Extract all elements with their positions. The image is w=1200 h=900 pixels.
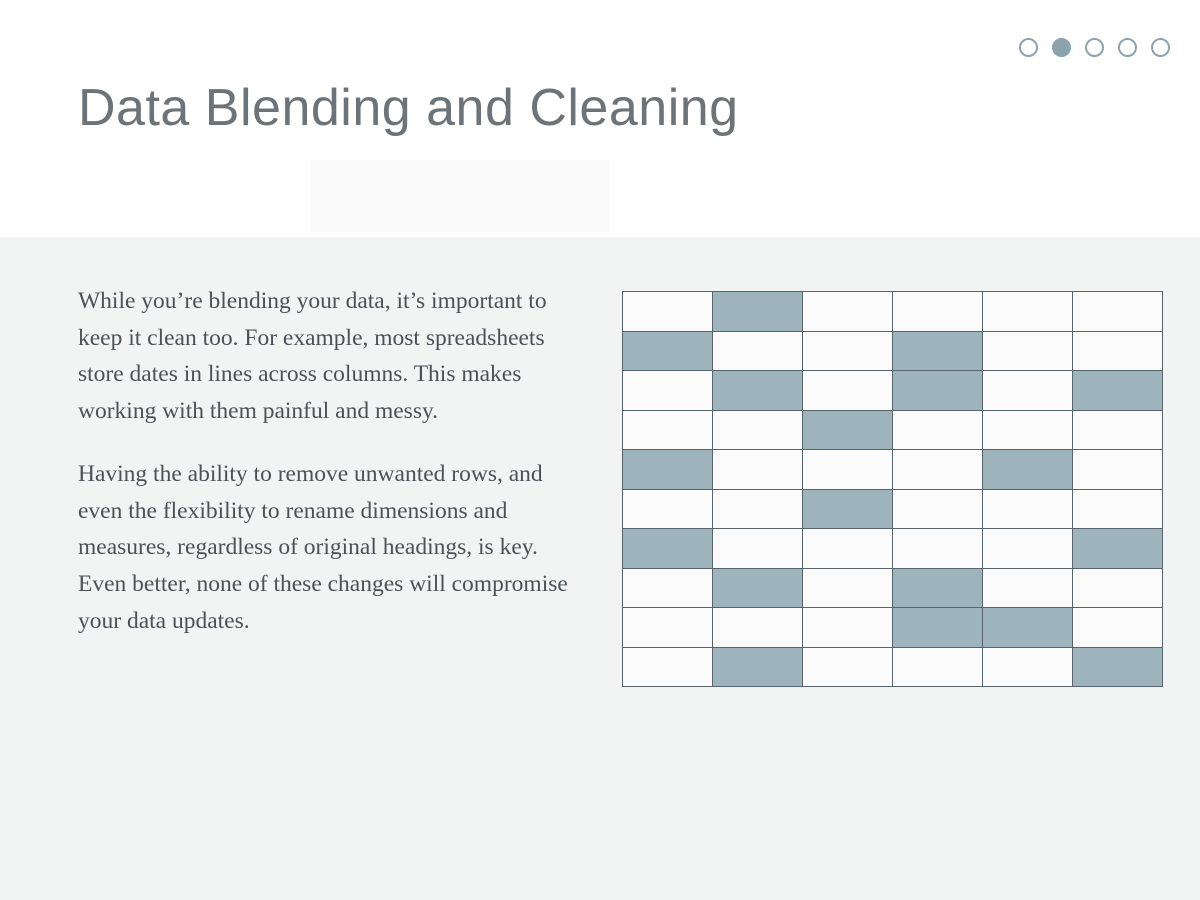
grid-cell-empty	[1073, 608, 1163, 648]
grid-cell-empty	[803, 371, 893, 411]
pagination-dot-5[interactable]	[1151, 38, 1170, 57]
grid-cell-empty	[893, 292, 983, 332]
grid-cell-filled	[893, 568, 983, 608]
grid-body	[623, 292, 1163, 687]
grid-cell-empty	[893, 529, 983, 569]
grid-row	[623, 568, 1163, 608]
grid-row	[623, 608, 1163, 648]
grid-cell-filled	[713, 647, 803, 687]
grid-cell-empty	[983, 647, 1073, 687]
grid-row	[623, 647, 1163, 687]
grid-cell-filled	[713, 292, 803, 332]
body-text	[78, 283, 578, 639]
paragraph-2: Having the ability to remove unwanted rows, and even the flexibility to rename dimensions and measures, regardless of original headings, is key. Even better, none of these changes will compromise your data updates.	[78, 460, 568, 634]
grid-cell-empty	[623, 608, 713, 648]
grid-cell-empty	[803, 529, 893, 569]
grid-cell-empty	[623, 292, 713, 332]
pagination-dot-4[interactable]	[1118, 38, 1137, 57]
grid-cell-empty	[803, 568, 893, 608]
pagination-dot-3[interactable]	[1085, 38, 1104, 57]
grid-cell-empty	[983, 371, 1073, 411]
grid-cell-empty	[623, 371, 713, 411]
grid-row	[623, 371, 1163, 411]
grid-cell-empty	[893, 489, 983, 529]
grid-row	[623, 450, 1163, 490]
spreadsheet-grid	[622, 291, 1163, 687]
grid-cell-empty	[983, 410, 1073, 450]
grid-cell-empty	[713, 529, 803, 569]
paragraph-1: While you’re blending your data, it’s important to keep it clean too. For example, most spreadsheets store dates in lines across columns. This makes working with them painful and messy.	[78, 288, 547, 425]
pagination-dots[interactable]	[1019, 38, 1170, 57]
grid-cell-empty	[1073, 489, 1163, 529]
grid-cell-empty	[893, 450, 983, 490]
grid-cell-filled	[623, 331, 713, 371]
grid-cell-filled	[623, 529, 713, 569]
grid-cell-filled	[1073, 371, 1163, 411]
grid-cell-filled	[1073, 529, 1163, 569]
grid-cell-empty	[803, 608, 893, 648]
decorative-block	[310, 160, 610, 232]
grid-cell-empty	[1073, 410, 1163, 450]
pagination-dot-2[interactable]	[1052, 38, 1071, 57]
grid-cell-empty	[1073, 450, 1163, 490]
grid-table	[622, 291, 1163, 687]
grid-cell-empty	[623, 489, 713, 529]
grid-cell-empty	[1073, 568, 1163, 608]
grid-cell-empty	[983, 568, 1073, 608]
grid-cell-empty	[803, 292, 893, 332]
grid-cell-empty	[713, 450, 803, 490]
grid-cell-empty	[983, 292, 1073, 332]
grid-row	[623, 410, 1163, 450]
grid-cell-empty	[713, 489, 803, 529]
grid-row	[623, 292, 1163, 332]
page-title: Data Blending and Cleaning	[78, 79, 739, 137]
grid-cell-empty	[983, 331, 1073, 371]
grid-row	[623, 489, 1163, 529]
grid-cell-empty	[803, 450, 893, 490]
grid-cell-empty	[803, 331, 893, 371]
pagination-dot-1[interactable]	[1019, 38, 1038, 57]
grid-cell-filled	[983, 450, 1073, 490]
grid-row	[623, 331, 1163, 371]
grid-cell-empty	[1073, 331, 1163, 371]
grid-cell-empty	[1073, 292, 1163, 332]
grid-cell-empty	[713, 410, 803, 450]
grid-cell-empty	[713, 608, 803, 648]
grid-cell-filled	[983, 608, 1073, 648]
grid-cell-filled	[803, 410, 893, 450]
grid-cell-empty	[983, 529, 1073, 569]
grid-cell-empty	[623, 647, 713, 687]
grid-cell-empty	[893, 647, 983, 687]
grid-cell-empty	[983, 489, 1073, 529]
grid-cell-empty	[893, 410, 983, 450]
grid-cell-empty	[623, 410, 713, 450]
grid-cell-filled	[893, 371, 983, 411]
grid-cell-filled	[803, 489, 893, 529]
grid-cell-empty	[803, 647, 893, 687]
grid-row	[623, 529, 1163, 569]
grid-cell-filled	[623, 450, 713, 490]
grid-cell-filled	[1073, 647, 1163, 687]
grid-cell-empty	[623, 568, 713, 608]
grid-cell-filled	[713, 371, 803, 411]
grid-cell-filled	[893, 608, 983, 648]
grid-cell-filled	[893, 331, 983, 371]
grid-cell-filled	[713, 568, 803, 608]
grid-cell-empty	[713, 331, 803, 371]
